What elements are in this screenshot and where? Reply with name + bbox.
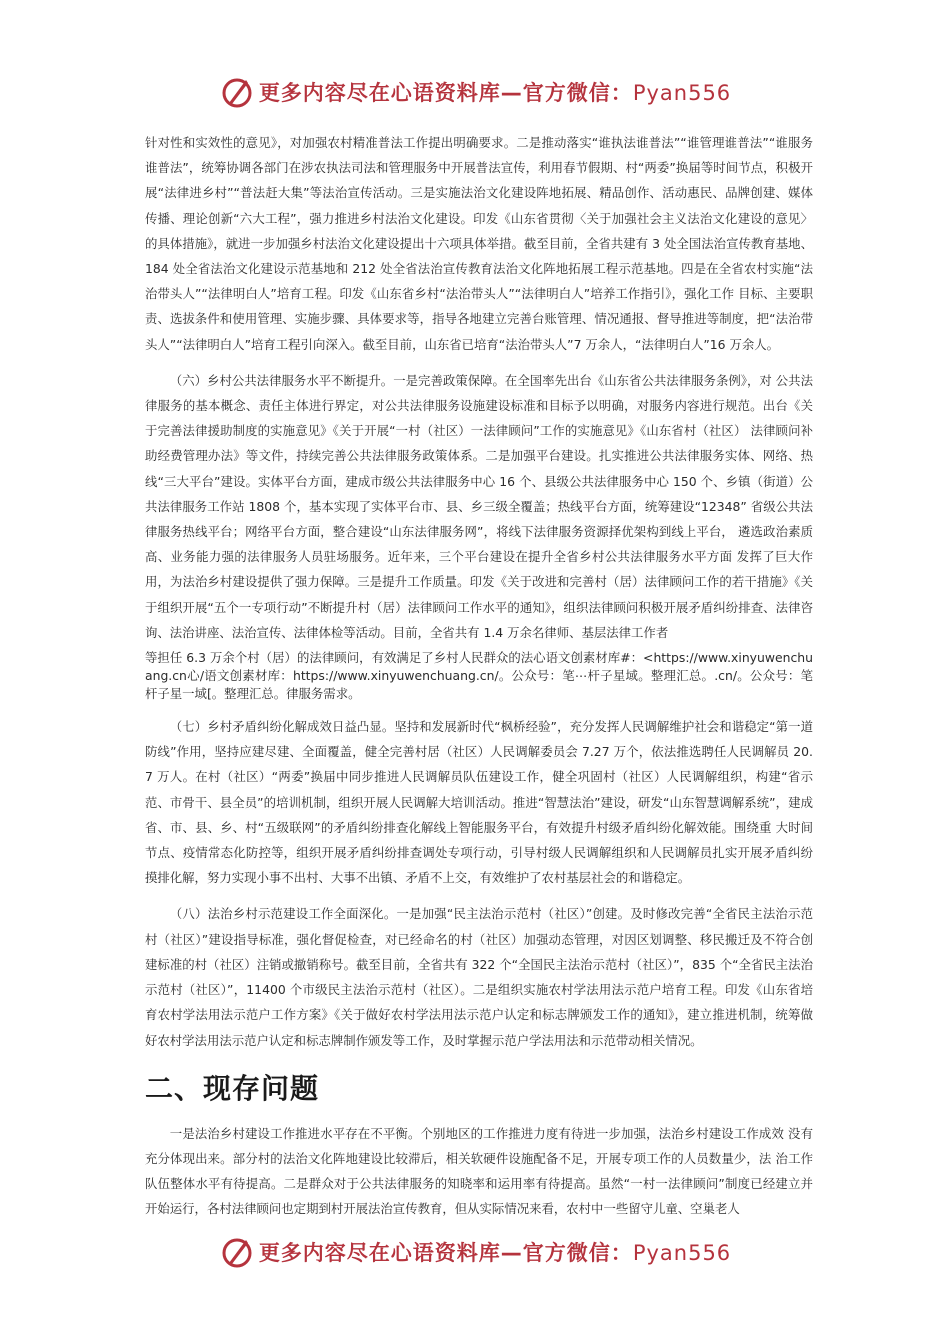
header-banner [0,72,950,112]
document-body [145,130,813,1222]
paragraph-problems: 一是法治乡村建设工作推进水平存在不平衡。个别地区的工作推进力度有待进一步加强，法治乡村建设工作成效 没有充分体现出来。部分村的法治文化阵地建设比较滞后，相关软硬件设施配备不足，开展专项工作的人员数量少，法 治工作队伍整体水平有待提高。二是群众对于公共法律服务的知晓率和运用率有待提高。虽然“一村一法律顾问”制度已经建立并开始运行，各村法律顾问也定期到村开展法治宣传教育，但从实际情况来看，农村中一些留守儿童、空巢老人 [145,1125,813,1217]
paragraph-dispute-resolution: （七）乡村矛盾纠纷化解成效日益凸显。坚持和发展新时代“枫桥经验”，充分发挥人民调解维护社会和谐稳定“第一道防线”作用，坚持应建尽建、全面覆盖，健全完善村居（社区）人民调解委员会 7.27 万个，依法推选聘任人民调解员 20.7 万人。在村（社区）“两委”换届中同步推进人民调解员队伍建设工作，健全巩固村（社区）人民调解组织，构建“省示范、市骨干、县全员”的培训机制，组织开展人民调解大培训活动。推进“智慧法治”建设，研发“山东智慧调解系统”，建成省、市、县、乡、村“五级联网”的矛盾纠纷排查化解线上智能服务平台，有效提升村级矛盾纠纷化解效能。围绕重 大时间节点、疫情常态化防控等，组织开展矛盾纠纷排查调处专项行动，引导村级人民调解组织和人民调解员扎实开展矛盾纠纷摸排化解，努力实现小事不出村、大事不出镇、矛盾不上交，有效维护了农村基层社会的和谐稳定。 [145,719,813,886]
banner-text [259,1237,731,1267]
footer-banner [0,1232,950,1272]
banner-wechat-id: Pyan556 [632,1241,732,1265]
quill-logo-icon [219,74,255,110]
paragraph-demo-village: （八）法治乡村示范建设工作全面深化。一是加强“民主法治示范村（社区）”创建。及时修改完善“全省民主法治示范村（社区）”建设指导标准，强化督促检查，对已经命名的村（社区）加强动态管理，对因区划调整、移民搬迁及不符合创建标准的村（社区）注销或撤销称号。截至目前，全省共有 322 个“全国民主法治示范村（社区）”，835 个“全省民主法治示范村（社区）”，11400 个市级民主法治示范村（社区）。二是组织实施农村学法用法示范户培育工程。印发《山东省培育农村学法用法示范户工作方案》《关于做好农村学法用法示范户认定和标志牌颁发工作的通知》，建立推进机制，统筹做好农村学法用法示范户认定和标志牌制作颁发等工作，及时掌握示范户学法用法和示范带动相关情况。 [145,906,813,1048]
paragraph-1: 针对性和实效性的意见》，对加强农村精准普法工作提出明确要求。二是推动落实“谁执法谁普法”“谁管理谁普法”“谁服务谁普法”，统筹协调各部门在涉农执法司法和管理服务中开展普法宣传，利用春节假期、村“两委”换届等时间节点，积极开展“法律进乡村”“普法赶大集”等法治宣传活动。三是实施法治文化建设阵地拓展、精品创作、活动惠民、品牌创建、媒体传播、理论创新“六大工程”，强力推进乡村法治文化建设。印发《山东省贯彻〈关于加强社会主义法治文化建设的意见〉的具体措施》，就进一步加强乡村法治文化建设提出十六项具体举措。截至目前，全省共建有 3 处全国法治宣传教育基地、184 处全省法治文化建设示范基地和 212 处全省法治宣传教育法治文化阵地拓展工程示范基地。四是在全省农村实施“法治带头人”“法律明白人”培育工程。印发《山东省乡村“法治带头人”“法律明白人”培养工作指引》，强化工作 目标、主要职责、选拔条件和使用管理、实施步骤、具体要求等，指导各地建立完善台账管理、情况通报、督导推进等制度，把“法治带头人”“法律明白人”培育工程引向深入。截至目前，山东省已培育“法治带头人”7 万余人，“法律明白人”16 万余人。 [145,135,813,352]
banner-slogan: 更多内容尽在心语资料库—官方微信： [258,1241,633,1265]
banner-wechat-id: Pyan556 [632,81,732,105]
paragraph-public-legal-service: （六）乡村公共法律服务水平不断提升。一是完善政策保障。在全国率先出台《山东省公共法律服务条例》，对 公共法律服务的基本概念、责任主体进行界定，对公共法律服务设施建设标准和目标予以明确，对服务内容进行规范。出台《关于完善法律援助制度的实施意见》《关于开展“一村（社区）一法律顾问”工作的实施意见》《山东省村（社区） 法律顾问补助经费管理办法》等文件，持续完善公共法律服务政策体系。二是加强平台建设。扎实推进公共法律服务实体、网络、热线“三大平台”建设。实体平台方面，建成市级公共法律服务中心 16 个、县级公共法律服务中心 150 个、乡镇（街道）公共法律服务工作站 1808 个，基本实现了实体平台市、县、乡三级全覆盖；热线平台方面，统筹建设“12348” 省级公共法律服务热线平台；网络平台方面，整合建设“山东法律服务网”，将线下法律服务资源择优架构到线上平台， 遴选政治素质高、业务能力强的法律服务人员驻场服务。近年来，三个平台建设在提升全省乡村公共法律服务水平方面 发挥了巨大作用，为法治乡村建设提供了强力保障。三是提升工作质量。印发《关于改进和完善村（居）法律顾问工作的若干措施》《关于组织开展“五个一专项行动”不断提升村（居）法律顾问工作水平的通知》，组织法律顾问积极开展矛盾纠纷排查、法律咨询、法治讲座、法治宣传、法律体检等活动。目前，全省共有 1.4 万余名律师、基层法律工作者 [145,372,813,640]
quill-logo-icon [219,1234,255,1270]
banner-text [259,77,731,107]
banner-slogan: 更多内容尽在心语资料库—官方微信： [258,81,633,105]
watermark-url-line: 等担任 6.3 万余个村（居）的法律顾问，有效满足了乡村人民群众的法心语文创素材库#：<https://www.xinyuwenchuang.cn心/语文创素材库：https://www.xinyuwenchuang.cn/。公众号：笔⋯杆子星域。整理汇总。.cn/。公众号：笔杆子星一域[。整理汇总。律服务需求。 [145,650,813,702]
section-heading: 二、现存问题 [145,1071,320,1105]
